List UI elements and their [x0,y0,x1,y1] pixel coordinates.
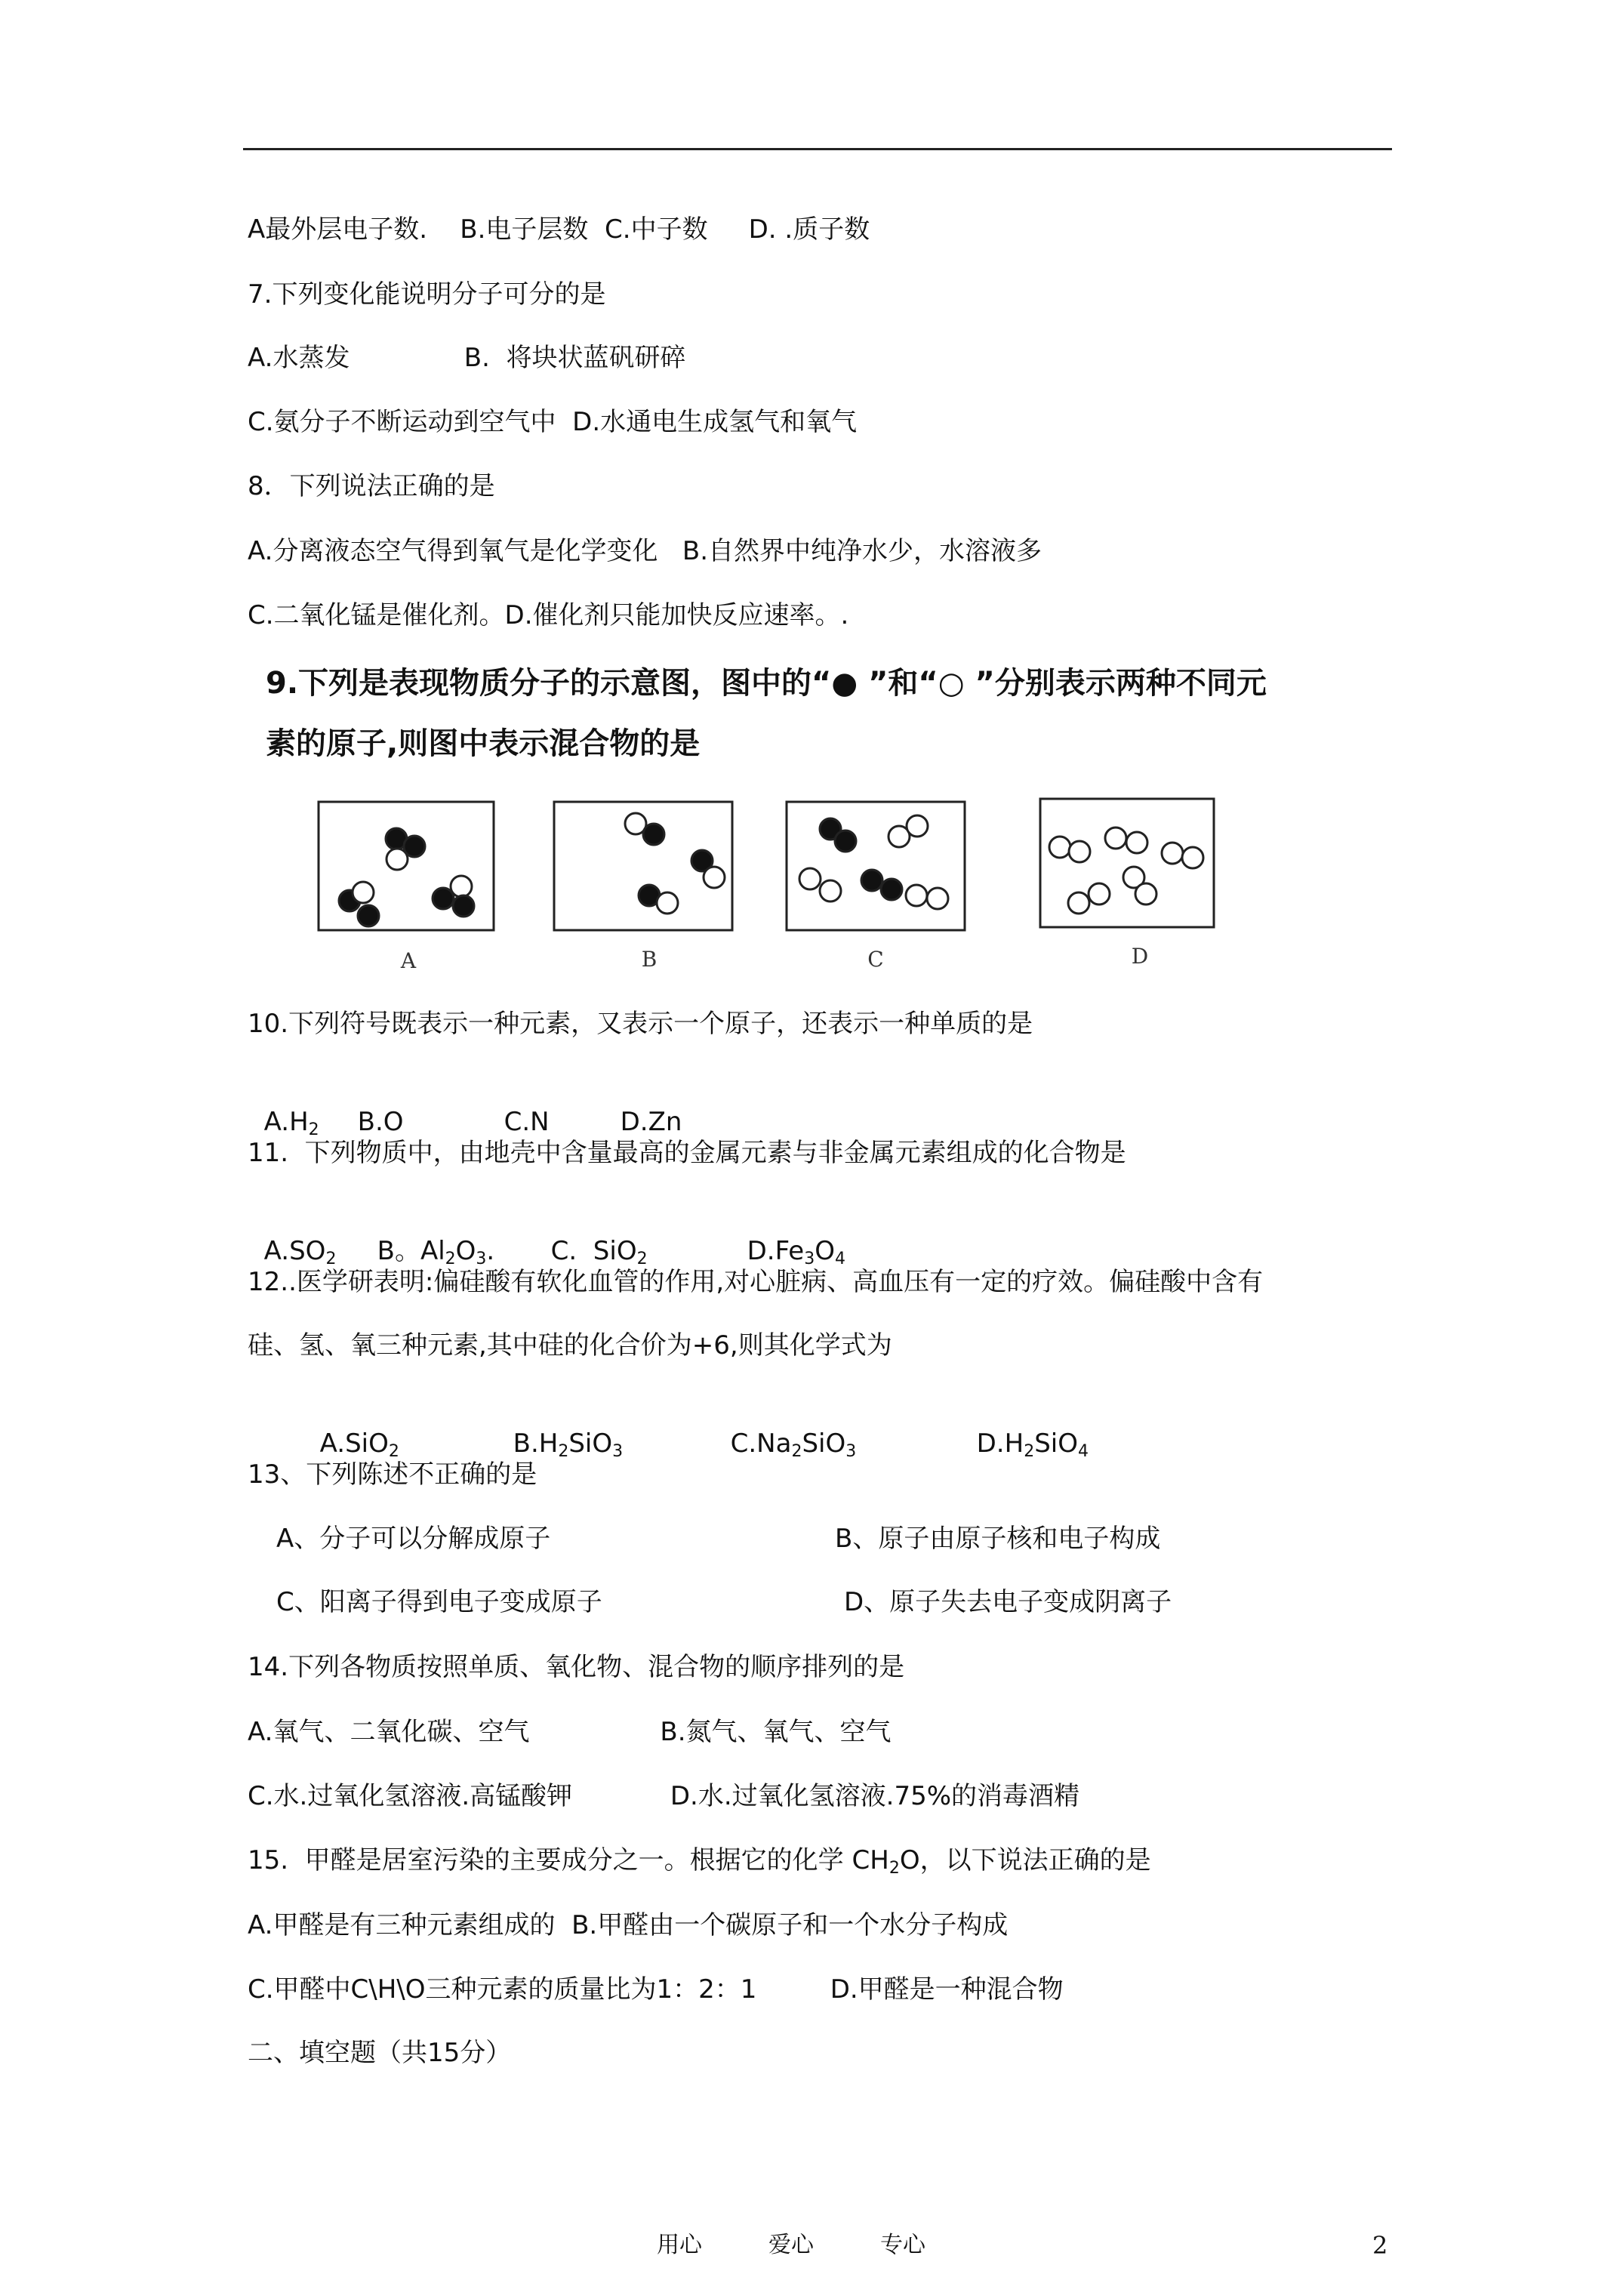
atom-black [433,888,454,909]
atom-white [1049,837,1070,858]
box-c [787,802,965,930]
figure-label-d: D [1131,944,1149,969]
q13-stem: 13、下列陈述不正确的是 [248,1459,537,1490]
q12-option-d: $D.H_2SiO_4$ [976,1428,1089,1461]
q11-option-b: B。$Al_2O_3$. [377,1236,495,1268]
atom-white [799,868,821,889]
q13-option-a: A、分子可以分解成原子 [276,1524,551,1554]
q14-options-cd: C.水.过氧化氢溶液.高锰酸钾 D.水.过氧化氢溶液.75%的消毒酒精 [248,1781,1080,1811]
atom-black [643,824,664,845]
atom-black [453,895,474,917]
q13-option-d: D、原子失去电子变成阴离子 [844,1587,1172,1617]
q12-option-c: $C.Na_2SiO_3$ [730,1428,857,1461]
q8-options-ab: A.分离液态空气得到氧气是化学变化 B.自然界中纯净水少，水溶液多 [248,536,1042,566]
q10-option-a: $A.H_2$ [263,1107,319,1139]
q12-option-b: $B.H_2SiO_3$ [513,1428,624,1461]
q13-option-b: B、原子由原子核和电子构成 [835,1524,1161,1554]
atom-black [881,879,902,900]
q9-stem-line1: 9.下列是表现物质分子的示意图，图中的“● ”和“○ ”分别表示两种不同元 [266,666,1267,701]
q15-options-cd: C.甲醛中C\H\O三种元素的质量比为1：2：1 D.甲醛是一种混合物 [248,1974,1064,2005]
q8-options-cd: C.二氧化锰是催化剂。D.催化剂只能加快反应速率。. [248,600,849,630]
atom-white [1105,827,1126,849]
q9-stem-line2: 素的原子,则图中表示混合物的是 [266,726,701,761]
q8-stem: 8．下列说法正确的是 [248,471,495,501]
atom-white [820,880,841,901]
section-heading: 二、填空题（共15分） [248,2038,512,2068]
q15-stem: 15. 甲醛是居室污染的主要成分之一。根据它的化学 $CH_2O$，以下说法正确的是 [248,1845,1151,1878]
q12-stem-line2: 硅、氢、氧三种元素,其中硅的化合价为+6,则其化学式为 [248,1330,892,1361]
atom-white [907,815,928,837]
q13-option-c: C、阳离子得到电子变成原子 [276,1587,602,1617]
footer-word-1: 用心 [657,2232,702,2258]
page-number: 2 [1372,2231,1388,2260]
atom-white [657,892,678,914]
atom-white [353,882,374,903]
q10-option-c: C.N [504,1107,550,1137]
atom-white [1069,841,1090,862]
q14-stem: 14.下列各物质按照单质、氧化物、混合物的顺序排列的是 [248,1652,905,1682]
q12-stem-line1: 12..医学研表明:偏硅酸有软化血管的作用,对心脏病、高血压有一定的疗效。偏硅酸中含有 [248,1267,1264,1297]
atom-white [927,888,948,909]
atom-white [1135,883,1156,905]
q7-options-cd: C.氨分子不断运动到空气中 D.水通电生成氢气和氧气 [248,407,858,437]
q6-options: A最外层电子数. B.电子层数 C.中子数 D. .质子数 [248,214,870,245]
q10-options [248,1072,682,1139]
q10-stem: 10.下列符号既表示一种元素，又表示一个原子，还表示一种单质的是 [248,1009,1033,1039]
q15-options-ab: A.甲醛是有三种元素组成的 B.甲醛由一个碳原子和一个水分子构成 [248,1910,1009,1940]
atom-black [835,831,856,852]
footer-word-2: 爱心 [768,2232,814,2258]
q11-stem: 11. 下列物质中，由地壳中含量最高的金属元素与非金属元素组成的化合物是 [248,1138,1126,1168]
atom-white [1126,832,1147,853]
atom-white [1068,892,1089,914]
figure-label-b: B [641,947,658,972]
q11-option-c: C. SiO$_2$ [550,1236,648,1268]
q14-options-ab: A.氧气、二氧化碳、空气 B.氮气、氧气、空气 [248,1717,892,1747]
q11-option-d: $D.Fe_3O_4$ [747,1236,845,1268]
atom-white [1182,847,1203,868]
q12-option-a: A.SiO$_2$ [319,1428,399,1461]
q11-options [248,1201,845,1268]
atom-white [1089,883,1110,905]
atom-black [358,905,379,926]
q12-options [303,1394,1089,1460]
atom-white [906,885,927,906]
atom-white [704,867,725,888]
q10-option-b: B.O [357,1107,404,1137]
q10-option-d: D.Zn [620,1107,682,1137]
q7-stem: 7.下列变化能说明分子可分的是 [248,279,606,310]
atom-white [1162,843,1183,864]
footer-word-3: 专心 [880,2232,925,2258]
figure-label-c: C [867,947,884,972]
atom-black [861,870,882,891]
figure-label-a: A [400,948,417,973]
q7-options-ab: A.水蒸发 B. 将块状蓝矾研碎 [248,343,686,373]
atom-white [387,849,408,870]
q11-option-a: $A.SO_2$ [263,1236,337,1268]
